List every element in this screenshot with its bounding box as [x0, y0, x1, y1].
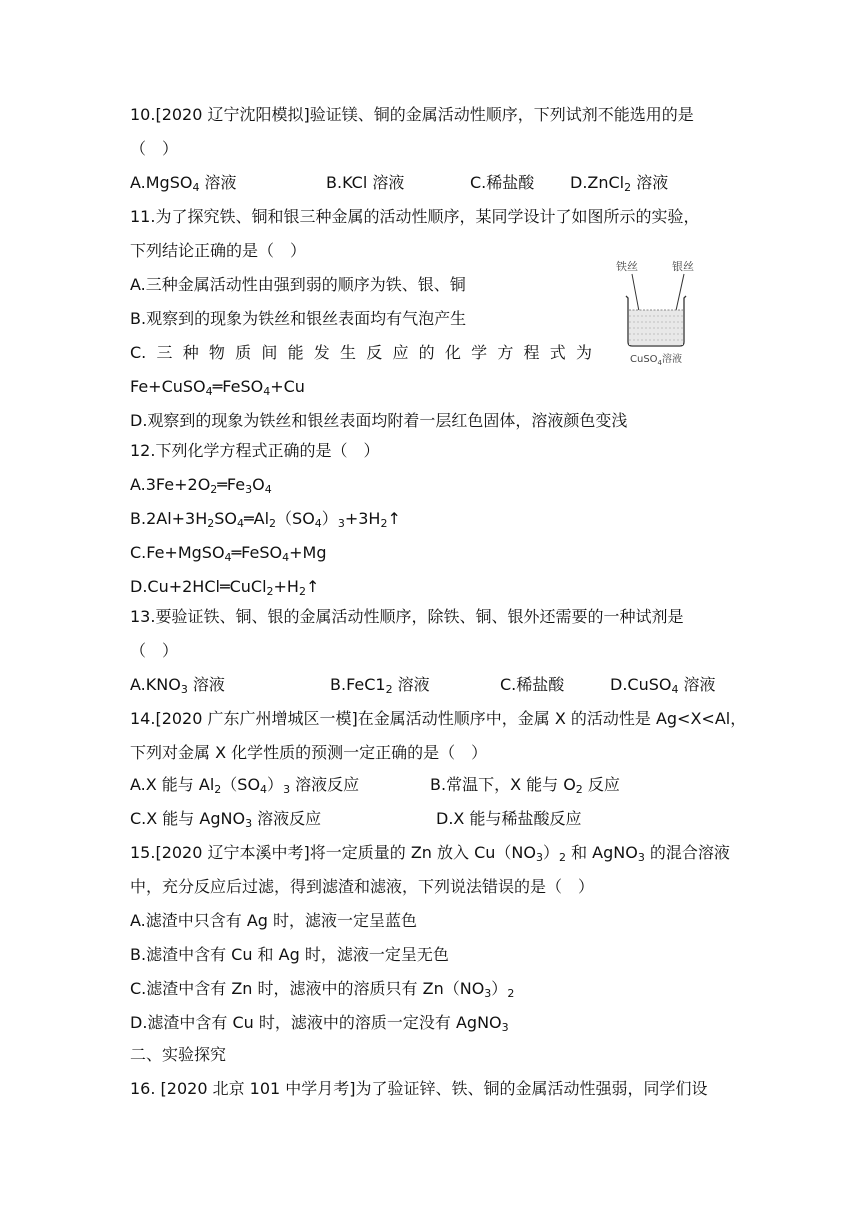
q10-option-d: D.ZnCl$_2$ 溶液 — [570, 173, 669, 194]
q15-option-b: B.滤渣中含有 Cu 和 Ag 时，滤液一定呈无色 — [130, 945, 449, 964]
q11-option-c-line2: Fe+CuSO$_4$═FeSO$_4$+Cu — [130, 377, 305, 398]
cuso4-solution-label: CuSO$_4$溶液 — [630, 354, 683, 367]
q13-option-b: $B.FeC1_2$ 溶液 — [330, 675, 430, 696]
q15-option-c: C.滤渣中含有 Zn 时，滤液中的溶质只有 $Zn(NO_3)_2$ — [130, 979, 515, 1000]
q12-option-c: C.Fe+MgSO$_4$═FeSO$_4$+Mg — [130, 543, 327, 564]
q14-option-c: C.X 能与 AgNO$_3$ 溶液反应 — [130, 809, 322, 830]
q13-stem-line1: 13.要验证铁、铜、银的金属活动性顺序，除铁、铜、银外还需要的一种试剂是 — [130, 607, 684, 626]
silver-wire-label: 银丝 — [672, 260, 694, 273]
q12-option-a: $A.3Fe+2O_2═Fe_3O_4$ — [130, 475, 272, 496]
q15-option-d: D.滤渣中含有 Cu 时，滤液中的溶质一定没有 AgNO$_3$ — [130, 1013, 509, 1034]
q15-stem-line2: 中，充分反应后过滤，得到滤渣和滤液，下列说法错误的是（ ） — [130, 877, 595, 896]
q10-option-b: B.KCl 溶液 — [326, 173, 405, 192]
q11-stem-line1: 11.为了探究铁、铜和银三种金属的活动性顺序，某同学设计了如图所示的实验， — [130, 207, 700, 226]
q10-option-a: A.MgSO$_4$ 溶液 — [130, 173, 237, 194]
q12-option-b: $B.2Al+3H_2SO_4═Al_2(SO_4)_3+3H_2↑$ — [130, 509, 401, 530]
q15-stem-line1: 15.[2020 辽宁本溪中考]将一定质量的 Zn 放入 $Cu(NO_3)_2$ 和 AgNO$_3$ 的混合溶液 — [130, 843, 730, 864]
q15-option-a: A.滤渣中只含有 Ag 时，滤液一定呈蓝色 — [130, 911, 418, 930]
q10-stem-line2: （ ） — [130, 139, 179, 158]
q12-stem: 12.下列化学方程式正确的是（ ） — [130, 441, 380, 460]
q13-option-a: $A.KNO_3$ 溶液 — [130, 675, 225, 696]
q14-stem-line2: 下列对金属 X 化学性质的预测一定正确的是（ ） — [130, 743, 488, 762]
q13-option-c: C.稀盐酸 — [500, 675, 565, 694]
q14-stem-line1: 14.[2020 广东广州增城区一模]在金属活动性顺序中，金属 X 的活动性是 Ag<X<Al， — [130, 709, 747, 728]
q13-stem-line2: （ ） — [130, 641, 179, 660]
q13-option-d: D.CuSO$_4$ 溶液 — [610, 675, 716, 696]
q11-option-a: A.三种金属活动性由强到弱的顺序为铁、银、铜 — [130, 275, 466, 294]
q10-stem-line1: 10.[2020 辽宁沈阳模拟]验证镁、铜的金属活动性顺序，下列试剂不能选用的是 — [130, 105, 694, 124]
q11-option-c-line1: C. 三 种 物 质 间 能 发 生 反 应 的 化 学 方 程 式 为 — [130, 343, 592, 362]
q11-option-b: B.观察到的现象为铁丝和银丝表面均有气泡产生 — [130, 309, 467, 328]
q11-option-d: D.观察到的现象为铁丝和银丝表面均附着一层红色固体，溶液颜色变浅 — [130, 411, 628, 430]
q16-stem-line1: 16. [2020 北京 101 中学月考]为了验证锌、铁、铜的金属活动性强弱，同学们设 — [130, 1079, 708, 1098]
experiment-beaker-figure — [608, 258, 718, 368]
iron-wire-label: 铁丝 — [616, 260, 638, 273]
q14-option-b: B.常温下，X 能与 $O_2$ 反应 — [430, 775, 620, 796]
q14-option-a: A.X 能与 $Al_2(SO_4)_3$ 溶液反应 — [130, 775, 360, 796]
q10-option-c: C.稀盐酸 — [470, 173, 535, 192]
q11-stem-line2: 下列结论正确的是（ ） — [130, 241, 307, 260]
section-heading: 二、实验探究 — [130, 1045, 227, 1064]
q12-option-d: $D.Cu+2HCl═CuCl_2+H_2↑$ — [130, 577, 320, 598]
q14-option-d: D.X 能与稀盐酸反应 — [436, 809, 582, 828]
